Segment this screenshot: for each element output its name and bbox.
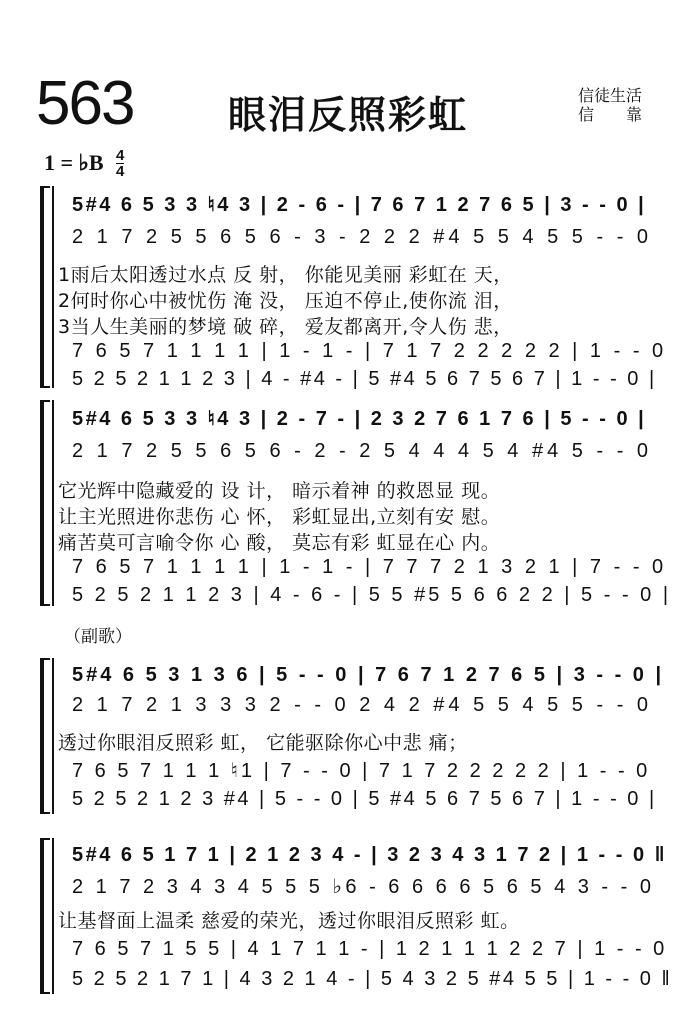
score-system-3 <box>40 658 665 814</box>
alto-line: 2 1 7 2 5 5 6 5 6 - 3 - 2 2 2 #4 5 5 4 5 5 - - 0 <box>72 226 653 248</box>
source-credit <box>578 86 642 124</box>
alto-line: 2 1 7 2 5 5 6 5 6 - 2 - 2 5 4 4 4 5 4 #4 5 - - 0 <box>72 440 653 462</box>
soprano-line: 5#4 6 5 3 3 ♮4 3 | 2 - 7 - | 2 3 2 7 6 1 7 6 | 5 - - 0 | <box>72 408 647 430</box>
hymn-title: 眼泪反照彩虹 <box>228 93 469 137</box>
tenor-line: 7 6 5 7 1 1 1 1 | 1 - 1 - | 7 7 7 2 1 3 2 1 | 7 - - 0 <box>72 556 667 578</box>
system-brace <box>40 186 50 388</box>
key-signature: 1 = ♭B <box>44 150 104 175</box>
bass-line: 5 2 5 2 1 2 3 #4 | 5 - - 0 | 5 #4 5 6 7 5 6 7 | 1 - - 0 | <box>72 788 657 810</box>
source-line-1: 信徒生活 <box>578 86 643 105</box>
source-line-2: 信 靠 <box>578 105 643 124</box>
lyric-verse-1: 透过你眼泪反照彩 虹， 它能驱除你心中悲 痛； <box>58 732 468 754</box>
lyric-verse-3: 痛苦莫可言喻令你 心 酸， 莫忘有彩 虹显在心 内。 <box>58 532 501 554</box>
time-signature <box>116 148 124 179</box>
score-system-2 <box>40 400 672 606</box>
tenor-line: 7 6 5 7 1 1 1 ♮1 | 7 - - 0 | 7 1 7 2 2 2 2 2 | 1 - - 0 <box>72 760 651 782</box>
bass-line: 5 2 5 2 1 1 2 3 | 4 - #4 - | 5 #4 5 6 7 5 6 7 | 1 - - 0 | <box>72 368 657 390</box>
score-system-1 <box>40 186 667 390</box>
system-brace <box>40 400 50 606</box>
bass-line: 5 2 5 2 1 1 2 3 | 4 - 6 - | 5 5 #5 5 6 6 2 2 | 5 - - 0 | <box>72 584 672 606</box>
system-brace <box>40 838 50 994</box>
system-line <box>52 658 54 814</box>
bass-line: 5 2 5 2 1 7 1 | 4 3 2 1 4 - | 5 4 3 2 5 #4 5 5 | 1 - - 0 ‖ <box>72 968 673 990</box>
lyric-verse-1: 它光辉中隐藏爱的 设 计， 暗示着神 的救恩显 现。 <box>58 480 501 502</box>
lyric-verse-1: 1雨后太阳透过水点 反 射， 你能见美丽 彩虹在 天， <box>58 264 513 286</box>
system-brace <box>40 658 50 814</box>
alto-line: 2 1 7 2 3 4 3 4 5 5 5 ♭6 - 6 6 6 6 5 6 5 4 3 - - 0 <box>72 876 655 898</box>
system-line <box>52 400 54 606</box>
system-line <box>52 186 54 388</box>
tenor-line: 7 6 5 7 1 5 5 | 4 1 7 1 1 - | 1 2 1 1 1 2 2 7 | 1 - - 0 <box>72 938 668 960</box>
lyric-verse-2: 2何时你心中被忧伤 淹 没， 压迫不停止,使你流 泪， <box>58 290 513 312</box>
hymn-number: 563 <box>36 69 134 138</box>
lyric-verse-2: 让主光照进你悲伤 心 怀， 彩虹显出,立刻有安 慰。 <box>58 506 501 528</box>
soprano-line: 5#4 6 5 3 1 3 6 | 5 - - 0 | 7 6 7 1 2 7 6 5 | 3 - - 0 | <box>72 664 665 686</box>
alto-line: 2 1 7 2 1 3 3 3 2 - - 0 2 4 2 #4 5 5 4 5 5 - - 0 <box>72 694 653 716</box>
system-line <box>52 838 54 994</box>
time-signature-bottom: 4 <box>116 163 125 180</box>
tenor-line: 7 6 5 7 1 1 1 1 | 1 - 1 - | 7 1 7 2 2 2 2 2 | 1 - - 0 <box>72 340 667 362</box>
soprano-line: 5#4 6 5 3 3 ♮4 3 | 2 - 6 - | 7 6 7 1 2 7 6 5 | 3 - - 0 | <box>72 194 647 216</box>
soprano-line: 5#4 6 5 1 7 1 | 2 1 2 3 4 - | 3 2 3 4 3 1 7 2 | 1 - - 0 ‖ <box>72 844 668 866</box>
lyric-verse-1: 让基督面上温柔 慈爱的荣光，透过你眼泪反照彩 虹。 <box>58 910 520 932</box>
time-signature-top: 4 <box>116 147 125 164</box>
chorus-label: （副歌） <box>64 627 132 647</box>
lyric-verse-3: 3当人生美丽的梦境 破 碎， 爱友都离开,令人伤 悲， <box>58 316 513 338</box>
score-system-4 <box>40 838 673 994</box>
